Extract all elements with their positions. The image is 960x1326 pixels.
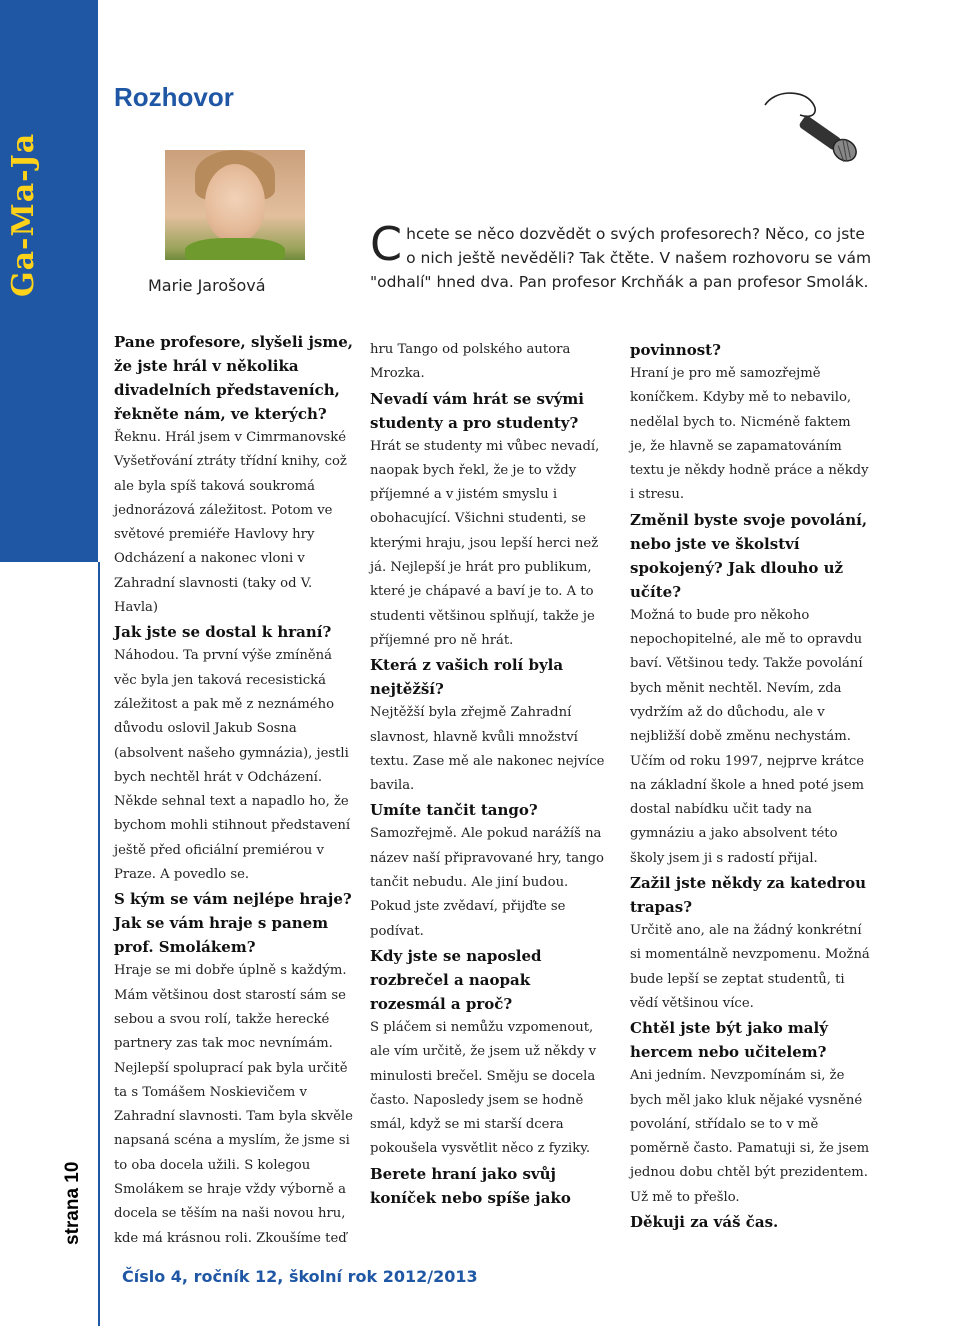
interview-question: Chtěl jste být jako malý hercem nebo učitelem? bbox=[630, 1019, 828, 1062]
interview-question: Děkuji za váš čas. bbox=[630, 1213, 779, 1232]
interview-answer: Ani jedním. Nevzpomínám si, že bych měl jako kluk nějaké vysněné povolání, střídalo se to v mě poměrně často. Pamatuji si, že jsem jednou dobu chtěl být prezidentem. Už mě to přešlo. bbox=[630, 1068, 870, 1205]
photo-caption: Marie Jarošová bbox=[148, 276, 266, 295]
issue-footer: Číslo 4, ročník 12, školní rok 2012/2013 bbox=[122, 1267, 478, 1286]
drop-cap: C bbox=[370, 217, 403, 271]
interview-question: Jak jste se dostal k hraní? bbox=[114, 623, 332, 642]
magazine-name: Ga-Ma-Ja bbox=[6, 132, 41, 298]
interview-answer: Možná to bude pro někoho nepochopitelné, ale mě to opravdu baví. Většinou tedy. Takže povolání bych měnit nechtěl. Nevím, zda vydržím až do důchodu, ale v nejbližší době změnu nechystám. Učím od roku 1997, nejprve krátce na základní škole a hned poté jsem dostal nabídku učit tady na gymnáziu a jako absolvent této školy jsem ji s radostí přijal. bbox=[630, 607, 865, 866]
interview-question: Která z vašich rolí byla nejtěžší? bbox=[370, 656, 564, 699]
interview-answer: Samozřejmě. Ale pokud narážíš na název naší připravované hry, tango tančit nebudu. Ale jiní budou. Pokud jste zvědaví, přijďte se podívat. bbox=[370, 826, 604, 939]
column-3 bbox=[630, 338, 870, 1234]
interview-answer: Náhodou. Ta první výše zmíněná věc byla jen taková recesistická záležitost a pak mě z neznámého důvodu oslovil Jakub Sosna (absolvent našeho gymnázia), jestli bych nechtěl hrát v Odcházení. Někde sehnal text a napadlo ho, že bychom mohli stihnout představení ještě před oficiální premiérou v Praze. A povedlo se. bbox=[114, 648, 351, 883]
interview-question: Nevadí vám hrát se svými studenty a pro studenty? bbox=[370, 389, 584, 432]
section-title: Rozhovor bbox=[114, 82, 234, 112]
interview-answer: Hraje se mi dobře úplně s každým. Mám většinou dost starostí sám se sebou a svou rolí, takže herecké partnery zas tak moc nevnímám. Nejlepší spoluprací pak byla určitě ta s Tomášem Noskievičem v Zahradní slavnosti. Tam byla skvěle napsaná scéna a myslím, že jsme si to oba docela užili. S kolegou Smolákem se hraje vždy výborně a docela se těším na naši novou hru, kde má krásnou roli. Zkoušíme teď bbox=[114, 963, 353, 1246]
interview-answer: Nejtěžší byla zřejmě Zahradní slavnost, hlavně kvůli množství textu. Zase mě ale nakonec nejvíce bavila. bbox=[370, 705, 605, 794]
interview-question: Pane profesore, slyšeli jsme, že jste hrál v několika divadelních představeních, řekněte nám, ve kterých? bbox=[114, 333, 353, 423]
interview-answer: Řeknu. Hrál jsem v Cimrmanovské Vyšetřování ztráty třídní knihy, což ale byla spíš taková soukromá jednorázová záležitost. Potom ve světové premiéře Havlovy hry Odcházení a nakonec vloni v Zahradní slavnosti (taky od V. Havla) bbox=[114, 430, 347, 616]
interview-answer: Určitě ano, ale na žádný konkrétní si momentálně nevzpomenu. Možná bude lepší se zeptat studentů, ti vědí většinou více. bbox=[630, 923, 870, 1011]
interview-answer: hru Tango od polského autora Mrozka. bbox=[370, 342, 571, 382]
interview-question: Změnil byste svoje povolání, nebo jste ve školství spokojený? Jak dlouho už učíte? bbox=[630, 510, 868, 601]
interview-answer: Hrát se studenty mi vůbec nevadí, naopak bych řekl, že je to vždy příjemné a v jistém smyslu i obohacující. Všichni studenti, se kterými hraju, jsou lepší herci než já. Nejlepší je hrát pro publikum, které je chápavé a baví je to. A to studenti většinou splňují, takže je příjemné pro ně hrát. bbox=[370, 438, 600, 648]
portrait-photo bbox=[165, 150, 305, 260]
intro-text: hcete se něco dozvědět o svých profesorech? Něco, co jste o nich ještě nevěděli? Tak čtěte. V našem rozhovoru se vám "odhalí" hned dva. Pan profesor Krchňák a pan profesor Smolák. bbox=[370, 225, 872, 291]
interview-question: Umíte tančit tango? bbox=[370, 801, 538, 820]
interview-question: povinnost? bbox=[630, 341, 721, 359]
interview-answer: S pláčem si nemůžu vzpomenout, ale vím určitě, že jsem už někdy v minulosti brečel. Směju se docela často. Naposledy jsem se hodně smál, když se mi starší dcera pokoušela vysvětlit něco z fyziky. bbox=[370, 1019, 597, 1157]
interview-question: Berete hraní jako svůj koníček nebo spíše jako bbox=[370, 1164, 571, 1207]
column-2 bbox=[370, 338, 605, 1210]
microphone-icon bbox=[755, 85, 865, 175]
page-number: strana 10 bbox=[62, 1161, 83, 1245]
interview-question: S kým se vám nejlépe hraje? Jak se vám hraje s panem prof. Smolákem? bbox=[114, 890, 352, 957]
interview-question: Zažil jste někdy za katedrou trapas? bbox=[630, 874, 866, 917]
interview-answer: Hraní je pro mě samozřejmě koníčkem. Kdyby mě to nebavilo, nedělal bych to. Nicméně faktem je, že hlavně se zapamatováním textu je někdy hodně práce a někdy i stresu. bbox=[630, 366, 869, 503]
interview-question: Kdy jste se naposled rozbrečel a naopak rozesmál a proč? bbox=[370, 946, 542, 1013]
intro-paragraph bbox=[370, 217, 878, 294]
sidebar-divider bbox=[98, 562, 100, 1326]
column-1 bbox=[114, 330, 354, 1251]
sidebar-band bbox=[0, 0, 98, 562]
